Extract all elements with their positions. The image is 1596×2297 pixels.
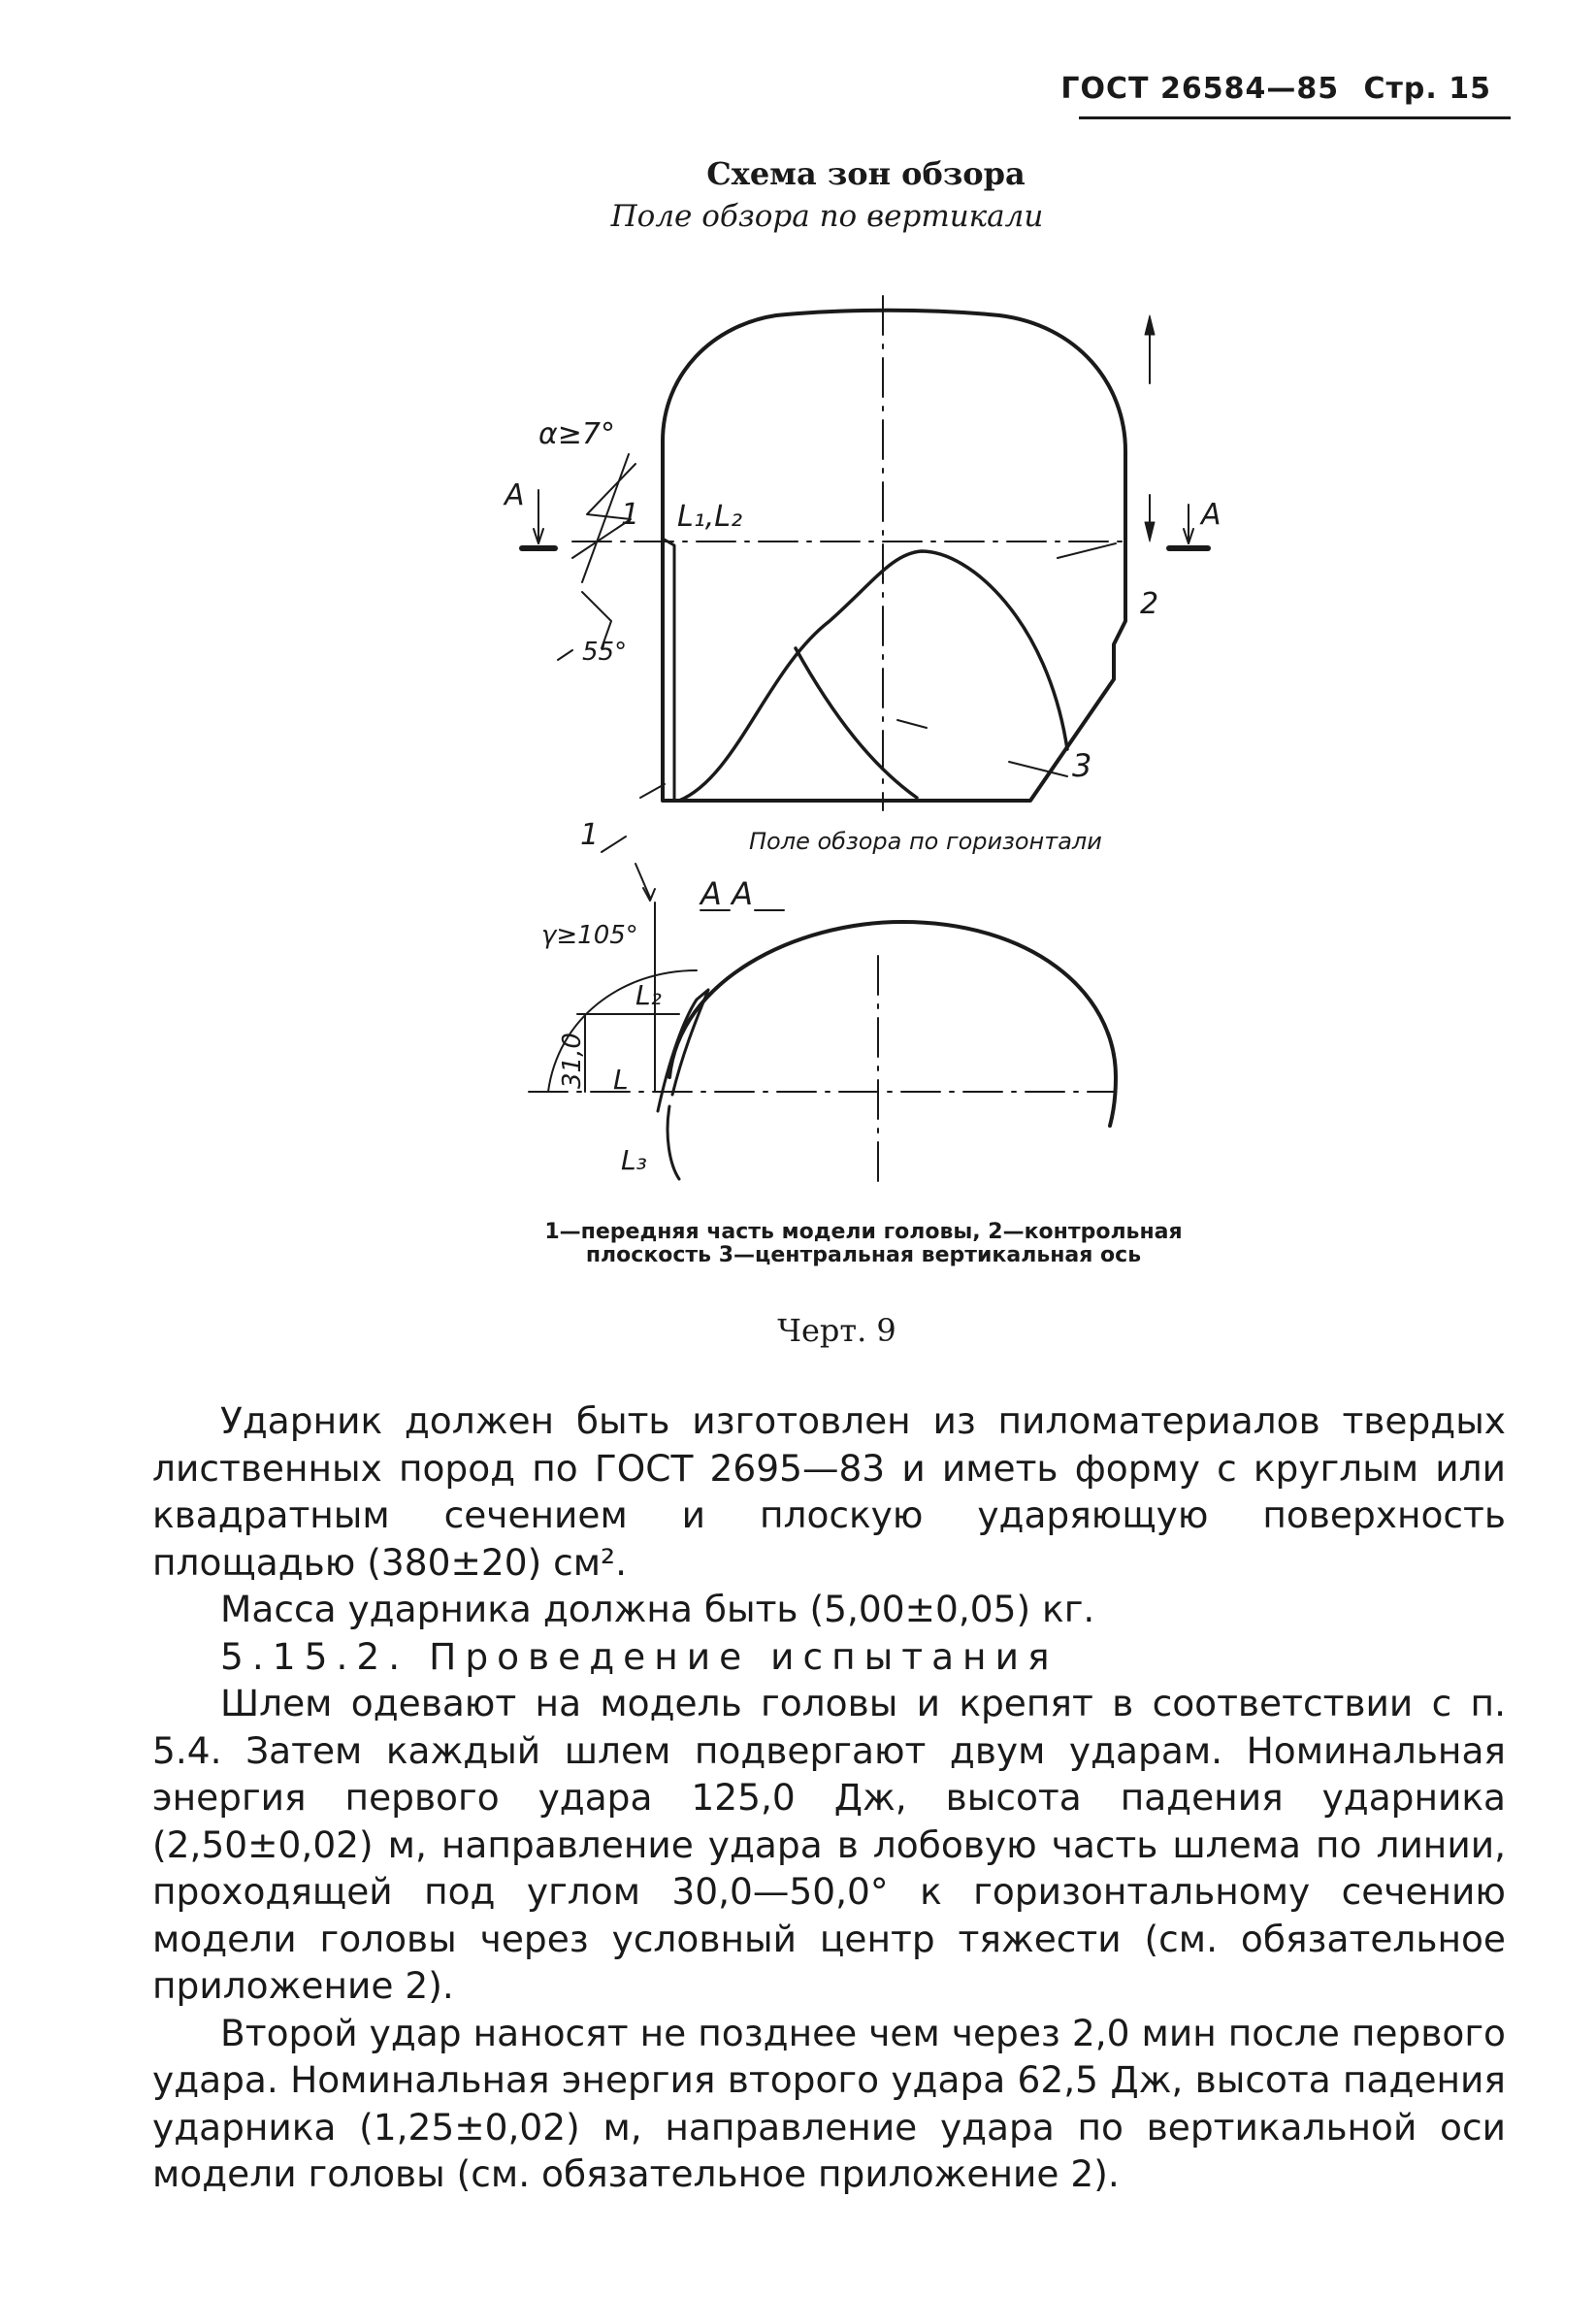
field-curve-inner <box>796 648 917 798</box>
paragraph-p3: 5.15.2. Проведение испытания <box>220 1634 1059 1678</box>
front-lens <box>658 990 708 1111</box>
label-l1l2: L₁,L₂ <box>677 500 743 534</box>
body-text <box>152 1397 1506 2198</box>
label-dim-31: 31,0 <box>558 1033 587 1089</box>
horizontal-diagram <box>529 837 1116 1189</box>
alpha-construction <box>558 464 635 660</box>
arrowhead-top <box>1145 315 1155 335</box>
label-2: 2 <box>1140 587 1159 621</box>
label-l2: L₂ <box>635 979 662 1011</box>
label-3: 3 <box>1072 747 1092 784</box>
paragraph-p5: Второй удар наносят не позднее чем через 2,0 мин после первого удара. Номинальная энергия второго удара 62,5 Дж, высота падения ударника (1,25±0,02) м, направление удара по вертикальной оси модели головы (см. обязательное приложение 2). <box>152 2011 1506 2195</box>
label-section: А А <box>700 875 753 912</box>
vertical-diagram <box>522 296 1208 810</box>
leader-3 <box>1009 762 1067 776</box>
paragraph-p1: Ударник должен быть изготовлен из пиломатериалов твердых лиственных пород по ГОСТ 2695—83 и иметь форму с круглым или квадратным сечением и плоскую ударяющую поверхность площадью (380±20) см². <box>152 1399 1506 1584</box>
label-55: 55° <box>582 638 628 667</box>
scheme-title: Схема зон обзора <box>706 155 1026 192</box>
page-number: Стр. 15 <box>1363 72 1491 106</box>
paragraph-p4: Шлем одевают на модель головы и крепят в соответствии с п. 5.4. Затем каждый шлем подвергают двум ударам. Номинальная энергия первого удара 125,0 Дж, высота падения ударника (2,50±0,02) м, направление удара в лобовую часть шлема по линии, проходящей под углом 30,0—50,0° к горизонтальному сечению модели головы через условный центр тяжести (см. обязательное приложение 2). <box>152 1682 1506 2007</box>
label-a-right: А <box>1201 498 1221 532</box>
standard-number: ГОСТ 26584—85 <box>1060 72 1340 106</box>
label-gamma: γ≥105° <box>541 921 638 950</box>
leader-2 <box>1058 543 1116 558</box>
head-section-outline <box>669 922 1116 1126</box>
l3-curve <box>668 1106 679 1179</box>
field-curve-right <box>679 551 1067 801</box>
scheme-subtitle: Поле обзора по вертикали <box>610 199 1044 234</box>
head-outline <box>663 311 1125 801</box>
label-l3: L₃ <box>621 1144 647 1176</box>
figure-caption: 1—передняя часть модели головы, 2—контрольная плоскость 3—центральная вертикальная ось <box>544 1220 1183 1268</box>
arrowhead-bottom <box>1145 522 1155 541</box>
label-l: L <box>613 1064 629 1096</box>
label-alpha: α≥7° <box>538 417 615 451</box>
paragraph-p2: Масса ударника должна быть (5,00±0,05) кг. <box>220 1588 1095 1630</box>
label-horizontal-subtitle: Поле обзора по горизонтали <box>749 828 1102 855</box>
figure-number: Черт. 9 <box>777 1312 896 1349</box>
label-1-bottom: 1 <box>580 818 600 852</box>
label-a-left: А <box>505 478 525 512</box>
label-1-top: 1 <box>621 498 640 532</box>
arrow-mid <box>897 720 927 728</box>
